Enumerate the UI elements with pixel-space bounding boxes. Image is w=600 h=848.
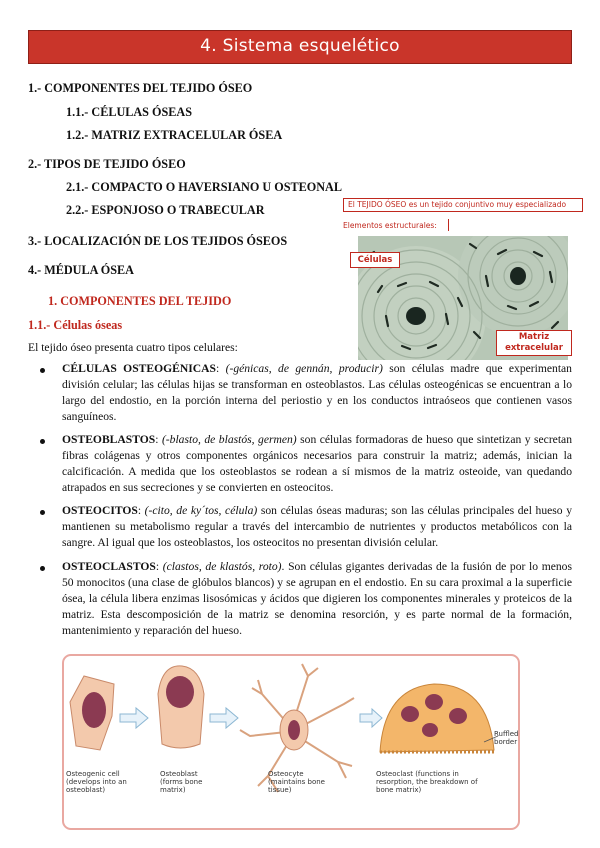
cell-term: OSTEOCLASTOS: [62, 560, 156, 573]
cell-description: . Son células gigantes derivadas de la fusión de por lo menos 50 monocitos (una clase de glóbulos blancos) y se agrupan en el endostio. En su cara proximal a la superficie ósea, la célula libera enzimas lisosómicas y ácidos que digieren los componentes minerales y proteicos de la matriz. Esta descomposición de la matriz se denomina resorción, y es parte normal de la formación, mantenimiento y reparación del hueso.: [62, 560, 572, 637]
section-subtitle: 1.1.- Células óseas: [28, 318, 123, 332]
outline-item: 2.1.- COMPACTO O HAVERSIANO U OSTEONAL: [66, 180, 342, 194]
figure-label: Osteogenic cell (develops into an osteoblast): [66, 770, 127, 794]
figure-label: Osteocyte (maintains bone tissue): [268, 770, 325, 794]
cell-description: son células madre que experimentan división celular; las células hijas se transforman en osteoblastos. Las células osteogénicas se encuentran a lo largo del endostio, en la porción interna del periostio y en los conductos intraóseos que contienen vasos sanguíneos.: [62, 362, 572, 423]
label-matriz: Matriz extracelular: [496, 330, 572, 356]
cell-term: CÉLULAS OSTEOGÉNICAS: [62, 362, 216, 375]
bullet: [40, 439, 45, 444]
cell-etymology: (-blasto, de blastós, germen): [161, 433, 297, 446]
cell-etymology: (-cito, de ky´tos, célula): [144, 504, 258, 517]
label-celulas: Células: [350, 252, 400, 268]
cell-description: son células óseas maduras; son las células principales del hueso y mantienen su metabolismo regular a través del intercambio de nutrientes y productos metabólicos con la sangre. Al igual que los osteoblastos, los osteocitos no presentan división celular.: [62, 504, 572, 549]
outline-item: 4.- MÉDULA ÓSEA: [28, 263, 134, 277]
cell-type-item: OSTEOCLASTOS: (clastos, de klastós, roto). Son células gigantes derivadas de la fusión de por lo menos 50 monocitos (una clase de glóbulos blancos) y se agrupan en el endostio. En su cara proximal a la superficie ósea, la célula libera enzimas lisosómicas y ácidos que digieren los componentes minerales y proteicos de la matriz. Esta descomposición de la matriz se denomina resorción, y es parte normal de la formación, mantenimiento y reparación del hueso.: [62, 560, 572, 637]
bullet: [40, 368, 45, 373]
cell-description: son células formadoras de hueso que sintetizan y secretan fibras colágenas y otros componentes orgánicos necesarios para construir la matriz; además, inician la calcificación. A medida que los osteoblastos se rodean a sí mismos de la matriz osteoide, van quedando atrapados en sus secreciones y se convierten en osteocitos.: [62, 433, 572, 494]
divider: [448, 219, 449, 231]
cell-etymology: (-génicas, de gennán, producir): [225, 362, 383, 375]
cell-term: OSTEOCITOS: [62, 504, 138, 517]
outline-item: 2.2.- ESPONJOSO O TRABECULAR: [66, 203, 265, 217]
figure-label: Osteoblast (forms bone matrix): [160, 770, 203, 794]
cell-term: OSTEOBLASTOS: [62, 433, 156, 446]
outline-item: 1.1.- CÉLULAS ÓSEAS: [66, 105, 192, 119]
cell-type-item: OSTEOBLASTOS: (-blasto, de blastós, germen) son células formadoras de hueso que sintetizan y secretan fibras colágenas y otros componentes orgánicos necesarios para construir la matriz; además, inician la calcificación. A medida que los osteoblastos se rodean a sí mismos de la matriz osteoide, van quedando atrapados en sus secreciones y se convierten en osteocitos.: [62, 433, 572, 494]
outline-item: 1.2.- MATRIZ EXTRACELULAR ÓSEA: [66, 128, 283, 142]
bullet: [40, 510, 45, 515]
bone-cells-figure: [62, 654, 520, 830]
section-title: 1. COMPONENTES DEL TEJIDO: [48, 294, 232, 308]
outline-item: 1.- COMPONENTES DEL TEJIDO ÓSEO: [28, 81, 253, 95]
page-title: 4. Sistema esquelético: [200, 36, 400, 56]
cell-type-item: OSTEOCITOS: (-cito, de ky´tos, célula) son células óseas maduras; son las células principales del hueso y mantienen su metabolismo regular a través del intercambio de nutrientes y productos metabólicos con la sangre. Al igual que los osteoblastos, los osteocitos no presentan división celular.: [62, 504, 572, 549]
elementos-label: Elementos estructurales:: [343, 221, 437, 230]
figure-caption: El TEJIDO ÓSEO es un tejido conjuntivo muy especializado: [343, 198, 583, 212]
outline-item: 3.- LOCALIZACIÓN DE LOS TEJIDOS ÓSEOS: [28, 234, 288, 248]
cell-etymology: (clastos, de klastós, roto): [162, 560, 282, 573]
figure-label: Osteoclast (functions in resorption, the breakdown of bone matrix): [376, 770, 478, 794]
cell-type-item: CÉLULAS OSTEOGÉNICAS: (-génicas, de gennán, producir) son células madre que experimentan división celular; las células hijas se transforman en osteoblastos. Las células osteogénicas se encuentran a lo largo del endostio, en la porción interna del periostio y en los conductos intraóseos que contienen vasos sanguíneos.: [62, 362, 572, 423]
intro-text: El tejido óseo presenta cuatro tipos celulares:: [28, 341, 238, 354]
bullet: [40, 566, 45, 571]
outline-item: 2.- TIPOS DE TEJIDO ÓSEO: [28, 157, 186, 171]
title-banner: [28, 30, 572, 64]
figure-label: Ruffled border: [494, 730, 519, 746]
